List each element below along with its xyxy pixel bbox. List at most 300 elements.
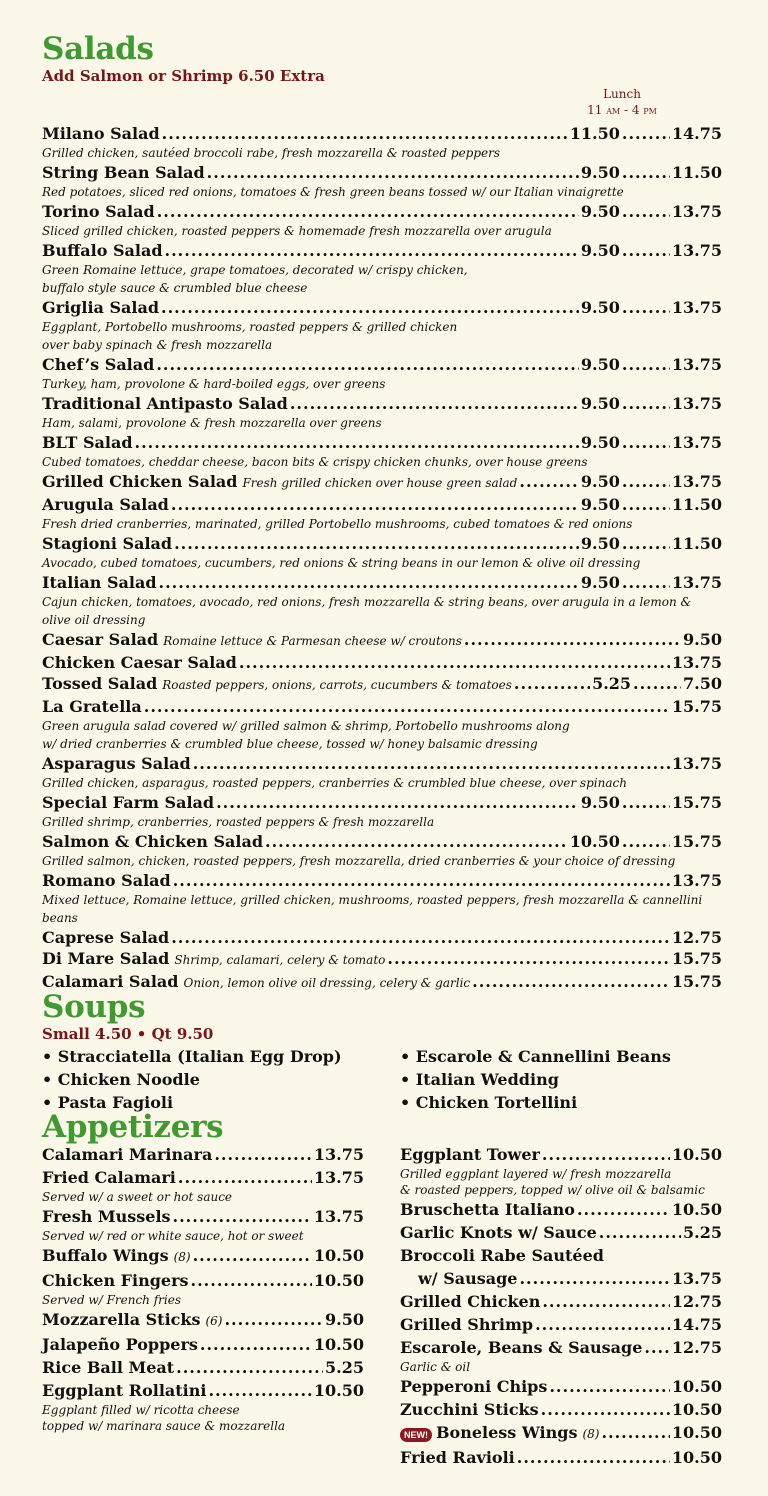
leader-dots xyxy=(622,533,670,554)
salads-title: Salads xyxy=(42,31,154,67)
leader-dots xyxy=(622,831,670,852)
lunch-price: 9.50 xyxy=(580,793,620,812)
leader-dots xyxy=(622,494,670,515)
menu-item-name: Calamari Salad xyxy=(42,972,179,991)
menu-item-name: Griglia Salad xyxy=(42,298,160,317)
leader-dots xyxy=(174,533,579,554)
leader-dots xyxy=(144,696,670,717)
soups-list xyxy=(42,1045,722,1114)
menu-item xyxy=(42,162,722,201)
menu-item-row xyxy=(42,297,722,318)
lunch-price: 9.50 xyxy=(580,495,620,514)
appetizer-row xyxy=(42,1269,364,1292)
appetizer-name: Fried Ravioli xyxy=(400,1448,515,1467)
appetizer-row xyxy=(400,1198,722,1221)
menu-item-name: Chicken Caesar Salad xyxy=(42,653,237,672)
menu-item xyxy=(42,948,722,971)
appetizer-price: 5.25 xyxy=(683,1223,722,1242)
leader-dots xyxy=(176,1356,323,1379)
appetizer-item xyxy=(42,1308,364,1333)
appetizer-name: Fresh Mussels xyxy=(42,1207,171,1226)
appetizer-price: 10.50 xyxy=(313,1381,364,1400)
appetizer-name: Garlic Knots w/ Sauce xyxy=(400,1223,597,1242)
appetizer-row xyxy=(400,1244,722,1267)
leader-dots xyxy=(239,652,670,673)
dinner-price: 13.75 xyxy=(671,653,722,672)
lunch-header xyxy=(562,86,682,118)
appetizer-quantity: (8) xyxy=(582,1427,600,1441)
menu-item-inline-description: Roasted peppers, onions, carrots, cucumbers & tomatoes xyxy=(162,678,512,692)
leader-dots xyxy=(165,240,579,261)
lunch-price: 9.50 xyxy=(580,298,620,317)
leader-dots xyxy=(622,123,670,144)
appetizer-name: Pepperoni Chips xyxy=(400,1377,548,1396)
menu-item-description: Red potatoes, sliced red onions, tomatoes & fresh green beans tossed w/ our Italian vinaigrette xyxy=(42,185,624,199)
menu-item xyxy=(42,753,722,792)
appetizer-name: Eggplant Rollatini xyxy=(42,1381,207,1400)
menu-item-description: Cubed tomatoes, cheddar cheese, bacon bits & crispy chicken chunks, over house greens xyxy=(42,455,588,469)
leader-dots xyxy=(622,471,670,492)
appetizer-row xyxy=(42,1205,364,1228)
menu-item-description: Grilled chicken, sautéed broccoli rabe, fresh mozzarella & roasted peppers xyxy=(42,146,501,160)
appetizer-name: Zucchini Sticks xyxy=(400,1400,539,1419)
leader-dots xyxy=(517,1446,670,1469)
leader-dots xyxy=(535,1313,670,1336)
leader-dots xyxy=(159,572,579,593)
menu-item-name: Arugula Salad xyxy=(42,495,169,514)
dinner-price: 13.75 xyxy=(671,573,722,592)
menu-item-row xyxy=(42,948,722,971)
menu-item-row xyxy=(42,123,722,144)
dinner-price: 9.50 xyxy=(683,630,722,649)
menu-item xyxy=(42,393,722,432)
lunch-price: 9.50 xyxy=(580,394,620,413)
leader-dots xyxy=(216,792,579,813)
appetizer-name: Calamari Marinara xyxy=(42,1145,213,1164)
menu-item xyxy=(42,870,722,927)
menu-item xyxy=(42,572,722,629)
appetizer-row xyxy=(400,1446,722,1469)
lunch-price: 9.50 xyxy=(580,573,620,592)
menu-item xyxy=(42,629,722,652)
appetizer-row xyxy=(42,1333,364,1356)
menu-item-description: Grilled chicken, asparagus, roasted peppers, cranberries & crumbled blue cheese, over spinach xyxy=(42,776,627,790)
leader-dots xyxy=(514,673,590,694)
appetizer-name: Jalapeño Poppers xyxy=(42,1335,198,1354)
menu-item-description: Avocado, cubed tomatoes, cucumbers, red onions & string beans in our lemon & olive oil dressing xyxy=(42,556,641,570)
appetizer-quantity: (6) xyxy=(205,1314,223,1328)
appetizer-row xyxy=(400,1143,722,1166)
menu-item-name: Tossed Salad xyxy=(42,674,158,693)
dinner-price: 13.75 xyxy=(671,433,722,452)
menu-item-description: Turkey, ham, provolone & hard-boiled eggs, over greens xyxy=(42,377,386,391)
leader-dots xyxy=(171,494,579,515)
appetizer-price: 13.75 xyxy=(313,1168,364,1187)
lunch-price: 5.25 xyxy=(592,674,632,693)
menu-item-row xyxy=(42,831,722,852)
appetizer-row xyxy=(42,1244,364,1269)
menu-item-name: Grilled Chicken Salad xyxy=(42,472,238,491)
appetizer-row xyxy=(400,1267,722,1290)
appetizer-name: Eggplant Tower xyxy=(400,1145,540,1164)
dinner-price: 13.75 xyxy=(671,241,722,260)
menu-item xyxy=(42,494,722,533)
appetizer-name: Broccoli Rabe Sautéed xyxy=(400,1246,604,1265)
appetizer-name: Chicken Fingers xyxy=(42,1271,189,1290)
appetizer-item xyxy=(400,1267,722,1290)
appetizer-name: Boneless Wings xyxy=(436,1423,578,1442)
appetizer-price: 14.75 xyxy=(671,1315,722,1334)
menu-item xyxy=(42,831,722,870)
menu-item-row xyxy=(42,870,722,891)
menu-item xyxy=(42,533,722,572)
leader-dots xyxy=(162,123,568,144)
appetizer-price: 13.75 xyxy=(671,1269,722,1288)
appetizer-price: 12.75 xyxy=(671,1292,722,1311)
appetizer-price: 10.50 xyxy=(313,1335,364,1354)
menu-item-row xyxy=(42,533,722,554)
lunch-hours: 11 am - 4 pm xyxy=(587,103,657,117)
soup-item: • Italian Wedding xyxy=(400,1070,559,1089)
dinner-price: 13.75 xyxy=(671,472,722,491)
menu-item-inline-description: Fresh grilled chicken over house green salad xyxy=(242,476,518,490)
leader-dots xyxy=(644,1336,669,1359)
menu-item-name: Romano Salad xyxy=(42,871,171,890)
leader-dots xyxy=(161,297,579,318)
menu-item-description: Grilled salmon, chicken, roasted peppers, fresh mozzarella, dried cranberries & your choice of dressing xyxy=(42,854,676,868)
appetizer-item xyxy=(400,1375,722,1398)
appetizer-price: 10.50 xyxy=(671,1377,722,1396)
menu-item-description: buffalo style sauce & crumbled blue cheese xyxy=(42,281,308,295)
soups-right-column xyxy=(400,1045,722,1114)
appetizer-item xyxy=(400,1398,722,1421)
appetizer-item xyxy=(42,1244,364,1269)
soup-item: • Chicken Tortellini xyxy=(400,1093,578,1112)
appetizer-description: Served w/ a sweet or hot sauce xyxy=(42,1190,233,1204)
leader-dots xyxy=(549,1375,670,1398)
lunch-price: 11.50 xyxy=(569,124,620,143)
appetizer-item xyxy=(42,1269,364,1308)
appetizer-price: 13.75 xyxy=(313,1145,364,1164)
appetizer-name: Bruschetta Italiano xyxy=(400,1200,575,1219)
appetizer-row xyxy=(42,1356,364,1379)
appetizer-description: & roasted peppers, topped w/ olive oil & balsamic xyxy=(400,1183,705,1197)
leader-dots xyxy=(173,1205,312,1228)
leader-dots xyxy=(622,297,670,318)
menu-item xyxy=(42,792,722,831)
lunch-price: 9.50 xyxy=(580,472,620,491)
menu-item-name: Di Mare Salad xyxy=(42,949,170,968)
menu-item-row xyxy=(42,201,722,222)
appetizer-item xyxy=(400,1446,722,1469)
menu-item-name: Stagioni Salad xyxy=(42,534,173,553)
dinner-price: 15.75 xyxy=(671,949,722,968)
appetizer-row xyxy=(42,1379,364,1402)
menu-item-row xyxy=(42,673,722,696)
appetizer-row xyxy=(400,1336,722,1359)
dinner-price: 12.75 xyxy=(671,928,722,947)
lunch-price: 10.50 xyxy=(569,832,620,851)
leader-dots xyxy=(214,1143,312,1166)
dinner-price: 11.50 xyxy=(671,495,722,514)
menu-item xyxy=(42,240,722,297)
leader-dots xyxy=(208,1379,311,1402)
appetizer-row xyxy=(42,1308,364,1333)
dinner-price: 11.50 xyxy=(671,534,722,553)
new-badge: NEW! xyxy=(400,1428,432,1442)
appetizer-price: 10.50 xyxy=(671,1145,722,1164)
menu-item xyxy=(42,354,722,393)
menu-item-row xyxy=(42,393,722,414)
appetizer-row xyxy=(42,1166,364,1189)
menu-item-name: BLT Salad xyxy=(42,433,133,452)
menu-item xyxy=(42,696,722,753)
leader-dots xyxy=(157,201,579,222)
menu-item-row xyxy=(42,792,722,813)
menu-item-row xyxy=(42,471,722,494)
leader-dots xyxy=(173,870,670,891)
menu-item xyxy=(42,652,722,673)
leader-dots xyxy=(200,1333,312,1356)
menu-item-row xyxy=(42,494,722,515)
dinner-price: 15.75 xyxy=(671,697,722,716)
soup-item: • Pasta Fagioli xyxy=(42,1093,174,1112)
lunch-price: 9.50 xyxy=(580,534,620,553)
appetizer-row xyxy=(400,1375,722,1398)
appetizer-item xyxy=(42,1143,364,1166)
menu-item-name: Milano Salad xyxy=(42,124,160,143)
menu-item-row xyxy=(42,240,722,261)
appetizer-item xyxy=(400,1143,722,1198)
appetizer-name: Fried Calamari xyxy=(42,1168,176,1187)
menu-item-name: Italian Salad xyxy=(42,573,157,592)
dinner-price: 11.50 xyxy=(671,163,722,182)
appetizer-name: Grilled Shrimp xyxy=(400,1315,534,1334)
menu-item xyxy=(42,927,722,948)
appetizer-description: topped w/ marinara sauce & mozzarella xyxy=(42,1419,286,1433)
dinner-price: 13.75 xyxy=(671,754,722,773)
menu-item-name: Buffalo Salad xyxy=(42,241,163,260)
appetizer-price: 10.50 xyxy=(671,1200,722,1219)
appetizer-description: Garlic & oil xyxy=(400,1360,471,1374)
leader-dots xyxy=(519,1267,669,1290)
menu-item-description: Mixed lettuce, Romaine lettuce, grilled chicken, mushrooms, roasted peppers, fresh mozzarella & cannellini beans xyxy=(42,893,703,925)
appetizer-price: 10.50 xyxy=(313,1246,364,1265)
soups-left-column xyxy=(42,1045,364,1114)
menu-item-name: Special Farm Salad xyxy=(42,793,215,812)
menu-item-description: Cajun chicken, tomatoes, avocado, red onions, fresh mozzarella & string beans, over arugula in a lemon & olive oil dressing xyxy=(42,595,692,627)
menu-item-description: over baby spinach & fresh mozzarella xyxy=(42,338,273,352)
appetizer-name: Buffalo Wings xyxy=(42,1246,169,1265)
menu-item-row xyxy=(42,652,722,673)
leader-dots xyxy=(387,948,670,969)
menu-item-inline-description: Shrimp, calamari, celery & tomato xyxy=(174,953,386,967)
leader-dots xyxy=(541,1398,670,1421)
appetizer-price: 10.50 xyxy=(671,1400,722,1419)
leader-dots xyxy=(472,971,670,992)
appetizer-item xyxy=(400,1244,722,1267)
dinner-price: 13.75 xyxy=(671,355,722,374)
lunch-price: 9.50 xyxy=(580,355,620,374)
lunch-label: Lunch xyxy=(603,87,641,101)
menu-item-description: Fresh dried cranberries, marinated, grilled Portobello mushrooms, cubed tomatoes & red onions xyxy=(42,517,633,531)
appetizer-row xyxy=(400,1221,722,1244)
lunch-price: 9.50 xyxy=(580,433,620,452)
leader-dots xyxy=(633,673,681,694)
menu-item-name: Caprese Salad xyxy=(42,928,170,947)
menu-item-name: Torino Salad xyxy=(42,202,155,221)
dinner-price: 13.75 xyxy=(671,871,722,890)
menu-item-description: Green arugula salad covered w/ grilled salmon & shrimp, Portobello mushrooms along xyxy=(42,719,570,733)
leader-dots xyxy=(622,792,670,813)
menu-item-row xyxy=(42,432,722,453)
leader-dots xyxy=(622,354,670,375)
lunch-price: 9.50 xyxy=(580,241,620,260)
appetizer-price: 9.50 xyxy=(325,1310,364,1329)
menu-item-description: Sliced grilled chicken, roasted peppers & homemade fresh mozzarella over arugula xyxy=(42,224,552,238)
appetizer-item xyxy=(42,1205,364,1244)
appetizer-item xyxy=(400,1421,722,1446)
leader-dots xyxy=(191,1269,312,1292)
appetizers-left-column xyxy=(42,1143,364,1469)
appetizer-price: 13.75 xyxy=(313,1207,364,1226)
menu-item-description: Grilled shrimp, cranberries, roasted peppers & fresh mozzarella xyxy=(42,815,435,829)
leader-dots xyxy=(622,240,670,261)
lunch-price: 9.50 xyxy=(580,202,620,221)
menu-item-row xyxy=(42,572,722,593)
salad-list xyxy=(42,123,722,994)
appetizer-row xyxy=(42,1143,364,1166)
menu-item-name: Chef’s Salad xyxy=(42,355,155,374)
appetizer-row xyxy=(400,1421,722,1446)
menu-item-description: Eggplant, Portobello mushrooms, roasted peppers & grilled chicken xyxy=(42,320,458,334)
dinner-price: 14.75 xyxy=(671,124,722,143)
appetizer-description: Grilled eggplant layered w/ fresh mozzarella xyxy=(400,1167,672,1181)
leader-dots xyxy=(171,927,670,948)
soups-title: Soups xyxy=(42,989,146,1025)
menu-item-name: La Gratella xyxy=(42,697,142,716)
menu-item-row xyxy=(42,162,722,183)
leader-dots xyxy=(542,1290,670,1313)
menu-item-name: String Bean Salad xyxy=(42,163,205,182)
appetizer-item xyxy=(42,1356,364,1379)
menu-item-description: Green Romaine lettuce, grape tomatoes, decorated w/ crispy chicken, xyxy=(42,263,468,277)
lunch-price: 9.50 xyxy=(580,163,620,182)
leader-dots xyxy=(464,629,681,650)
appetizers-title: Appetizers xyxy=(42,1109,224,1145)
leader-dots xyxy=(622,432,670,453)
appetizer-description: Eggplant filled w/ ricotta cheese xyxy=(42,1403,240,1417)
appetizer-price: 10.50 xyxy=(671,1448,722,1467)
dinner-price: 7.50 xyxy=(683,674,722,693)
leader-dots xyxy=(542,1143,670,1166)
menu-item-description: w/ dried cranberries & crumbled blue cheese, tossed w/ honey balsamic dressing xyxy=(42,737,538,751)
appetizers-right-column xyxy=(400,1143,722,1469)
menu-item xyxy=(42,123,722,162)
leader-dots xyxy=(290,393,579,414)
dinner-price: 13.75 xyxy=(671,394,722,413)
appetizer-name: Mozzarella Sticks xyxy=(42,1310,201,1329)
menu-item-row xyxy=(42,629,722,652)
leader-dots xyxy=(156,354,579,375)
salads-subtitle: Add Salmon or Shrimp 6.50 Extra xyxy=(42,67,325,85)
leader-dots xyxy=(622,572,670,593)
menu-item-name: Salmon & Chicken Salad xyxy=(42,832,264,851)
menu-item-name: Caesar Salad xyxy=(42,630,159,649)
dinner-price: 15.75 xyxy=(671,832,722,851)
dinner-price: 13.75 xyxy=(671,298,722,317)
leader-dots xyxy=(622,162,670,183)
appetizer-row xyxy=(400,1290,722,1313)
menu-item-row xyxy=(42,696,722,717)
appetizer-name: w/ Sausage xyxy=(418,1269,518,1288)
menu-item-row xyxy=(42,753,722,774)
appetizer-price: 10.50 xyxy=(313,1271,364,1290)
appetizer-item xyxy=(42,1333,364,1356)
menu-item xyxy=(42,673,722,696)
leader-dots xyxy=(207,162,579,183)
leader-dots xyxy=(519,471,579,492)
appetizer-price: 12.75 xyxy=(671,1338,722,1357)
leader-dots xyxy=(193,1244,312,1267)
menu-item xyxy=(42,432,722,471)
menu-item xyxy=(42,201,722,240)
leader-dots xyxy=(577,1198,670,1221)
leader-dots xyxy=(599,1221,681,1244)
appetizer-name: Rice Ball Meat xyxy=(42,1358,175,1377)
menu-item-inline-description: Romaine lettuce & Parmesan cheese w/ croutons xyxy=(163,634,462,648)
appetizer-description: Served w/ red or white sauce, hot or sweet xyxy=(42,1229,304,1243)
appetizer-item xyxy=(42,1379,364,1434)
leader-dots xyxy=(178,1166,312,1189)
soup-item: • Stracciatella (Italian Egg Drop) xyxy=(42,1047,342,1066)
appetizer-item xyxy=(400,1313,722,1336)
soup-item: • Escarole & Cannellini Beans xyxy=(400,1047,671,1066)
leader-dots xyxy=(622,201,670,222)
leader-dots xyxy=(622,393,670,414)
dinner-price: 13.75 xyxy=(671,202,722,221)
leader-dots xyxy=(601,1421,669,1444)
appetizer-item xyxy=(400,1198,722,1221)
menu-item-inline-description: Onion, lemon olive oil dressing, celery & garlic xyxy=(183,976,471,990)
appetizer-name: Grilled Chicken xyxy=(400,1292,541,1311)
menu-item-description: Ham, salami, provolone & fresh mozzarella over greens xyxy=(42,416,382,430)
menu-item-name: Traditional Antipasto Salad xyxy=(42,394,288,413)
menu-item xyxy=(42,297,722,354)
soups-subtitle: Small 4.50 • Qt 9.50 xyxy=(42,1025,214,1043)
appetizer-item xyxy=(400,1221,722,1244)
appetizer-row xyxy=(400,1313,722,1336)
appetizer-item xyxy=(42,1166,364,1205)
appetizers-list xyxy=(42,1143,722,1469)
appetizer-description: Served w/ French fries xyxy=(42,1293,181,1307)
leader-dots xyxy=(265,831,568,852)
dinner-price: 15.75 xyxy=(671,793,722,812)
appetizer-price: 5.25 xyxy=(325,1358,364,1377)
appetizer-quantity: (8) xyxy=(173,1250,191,1264)
dinner-price: 15.75 xyxy=(671,972,722,991)
menu-item-name: Asparagus Salad xyxy=(42,754,191,773)
appetizer-item xyxy=(400,1336,722,1375)
menu-item xyxy=(42,471,722,494)
soup-item: • Chicken Noodle xyxy=(42,1070,200,1089)
menu-item-row xyxy=(42,927,722,948)
appetizer-price: 10.50 xyxy=(671,1423,722,1442)
leader-dots xyxy=(224,1308,323,1331)
leader-dots xyxy=(135,432,579,453)
appetizer-name: Escarole, Beans & Sausage xyxy=(400,1338,643,1357)
appetizer-item xyxy=(400,1290,722,1313)
